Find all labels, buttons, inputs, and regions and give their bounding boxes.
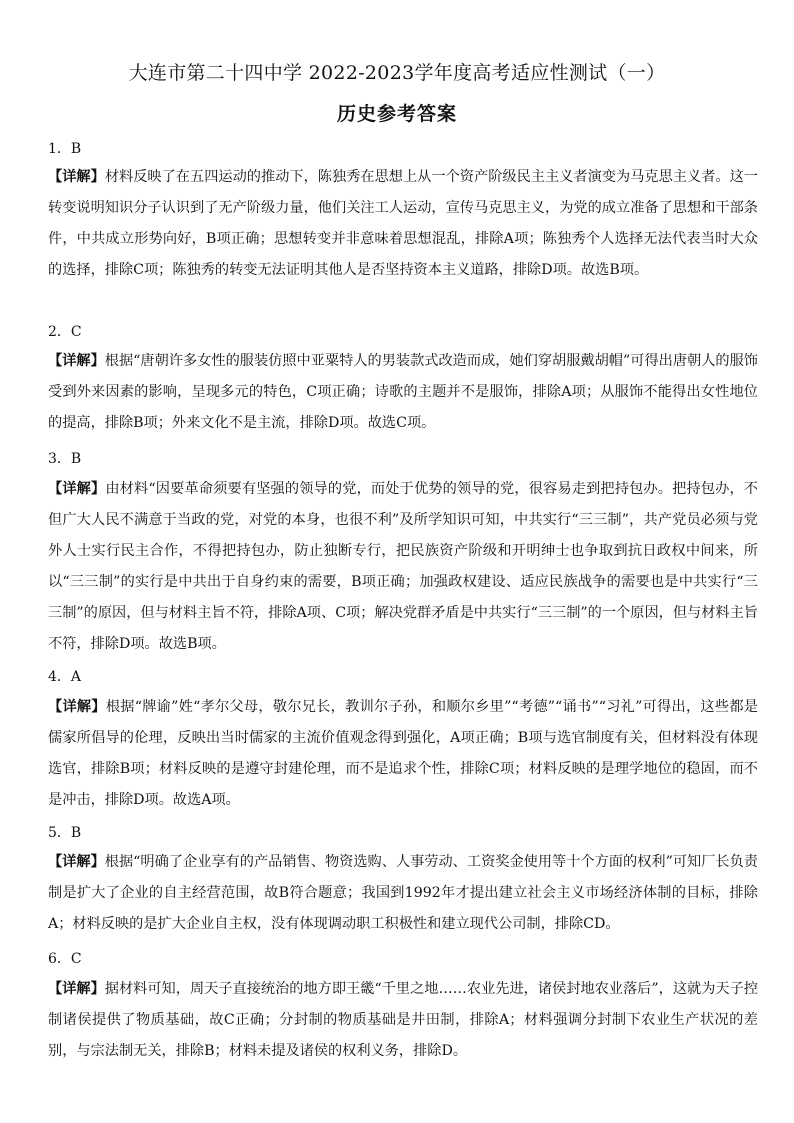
- answer-text: 根据“牌谕”姓“孝尔父母，敬尔兄长，教训尔子孙，和顺尔乡里”“考德”“诵书”“习礼”可得出，这些都是儒家所倡导的伦理，反映出当时儒家的主流价值观念得到强化，A项正确；B项与选官制度有关，但材料没有体现选官，排除B项；材料反映的是遵守封建伦理，而不是追求个性，排除C项；材料反映的是理学地位的稳固，而不是冲击，排除D项。故选A项。: [48, 699, 758, 808]
- detail-tag: 【详解】: [48, 854, 105, 870]
- question-number: 6．C: [48, 951, 82, 967]
- question-number: 4．A: [48, 669, 82, 685]
- answer-explanation: [48, 346, 758, 439]
- document-title: 大连市第二十四中学 2022-2023学年度高考适应性测试（一）: [128, 62, 666, 84]
- question-number: 3．B: [48, 451, 82, 467]
- document-subtitle: 历史参考答案: [336, 103, 457, 125]
- answer-text: 据材料可知，周天子直接统治的地方即王畿“千里之地……农业先进，诸侯封地农业落后”，这就为天子控制诸侯提供了物质基础，故C正确；分封制的物质基础是井田制，排除A；材料强调分封制下农业生产状况的差别，与宗法制无关，排除B；材料未提及诸侯的权利义务，排除D。: [48, 981, 758, 1059]
- answer-text: 由材料“因要革命须要有坚强的领导的党，而处于优势的领导的党，很容易走到把持包办。把持包办，不但广大人民不满意于当政的党，对党的本身，也很不利”及所学知识可知，中共实行“三三制”，共产党员必须与党外人士实行民主合作，不得把持包办，防止独断专行，把民族资产阶级和开明绅士也争取到抗日政权中间来，所以“三三制”的实行是中共出于自身约束的需要，B项正确；加强政权建设、适应民族战争的需要也是中共实行“三三制”的原因，但与材料主旨不符，排除A项、C项；解决党群矛盾是中共实行“三三制”的一个原因，但与材料主旨不符，排除D项。故选B项。: [48, 481, 758, 652]
- detail-tag: 【详解】: [48, 353, 105, 369]
- answer-explanation: [48, 474, 758, 660]
- answer-text: 根据“明确了企业享有的产品销售、物资选购、人事劳动、工资奖金使用等十个方面的权利”可知厂长负责制是扩大了企业的自主经营范围，故B符合题意；我国到1992年才提出建立社会主义市场经济体制的目标，排除A；材料反映的是扩大企业自主权，没有体现调动职工积极性和建立现代公司制，排除CD。: [48, 854, 758, 932]
- answer-explanation: [48, 974, 758, 1067]
- answer-explanation: [48, 847, 758, 940]
- answer-text: 根据“唐朝许多女性的服装仿照中亚粟特人的男装款式改造而成，她们穿胡服戴胡帽”可得出唐朝人的服饰受到外来因素的影响，呈现多元的特色，C项正确；诗歌的主题并不是服饰，排除A项；从服饰不能得出女性地位的提高，排除B项；外来文化不是主流，排除D项。故选C项。: [48, 353, 758, 431]
- question-number: 5．B: [48, 825, 82, 841]
- question-number: 2．C: [48, 324, 82, 340]
- detail-tag: 【详解】: [48, 699, 106, 715]
- answer-explanation: [48, 162, 758, 286]
- answer-explanation: [48, 692, 758, 816]
- answer-text: 材料反映了在五四运动的推动下，陈独秀在思想上从一个资产阶级民主主义者演变为马克思主义者。这一转变说明知识分子认识到了无产阶级力量，他们关注工人运动，宣传马克思主义，为党的成立准备了思想和干部条件，中共成立形势向好，B项正确；思想转变并非意味着思想混乱，排除A项；陈独秀个人选择无法代表当时大众的选择，排除C项；陈独秀的转变无法证明其他人是否坚持资本主义道路，排除D项。故选B项。: [48, 169, 758, 278]
- detail-tag: 【详解】: [48, 981, 105, 997]
- detail-tag: 【详解】: [48, 169, 105, 185]
- detail-tag: 【详解】: [48, 481, 106, 497]
- question-number: 1．B: [48, 141, 82, 157]
